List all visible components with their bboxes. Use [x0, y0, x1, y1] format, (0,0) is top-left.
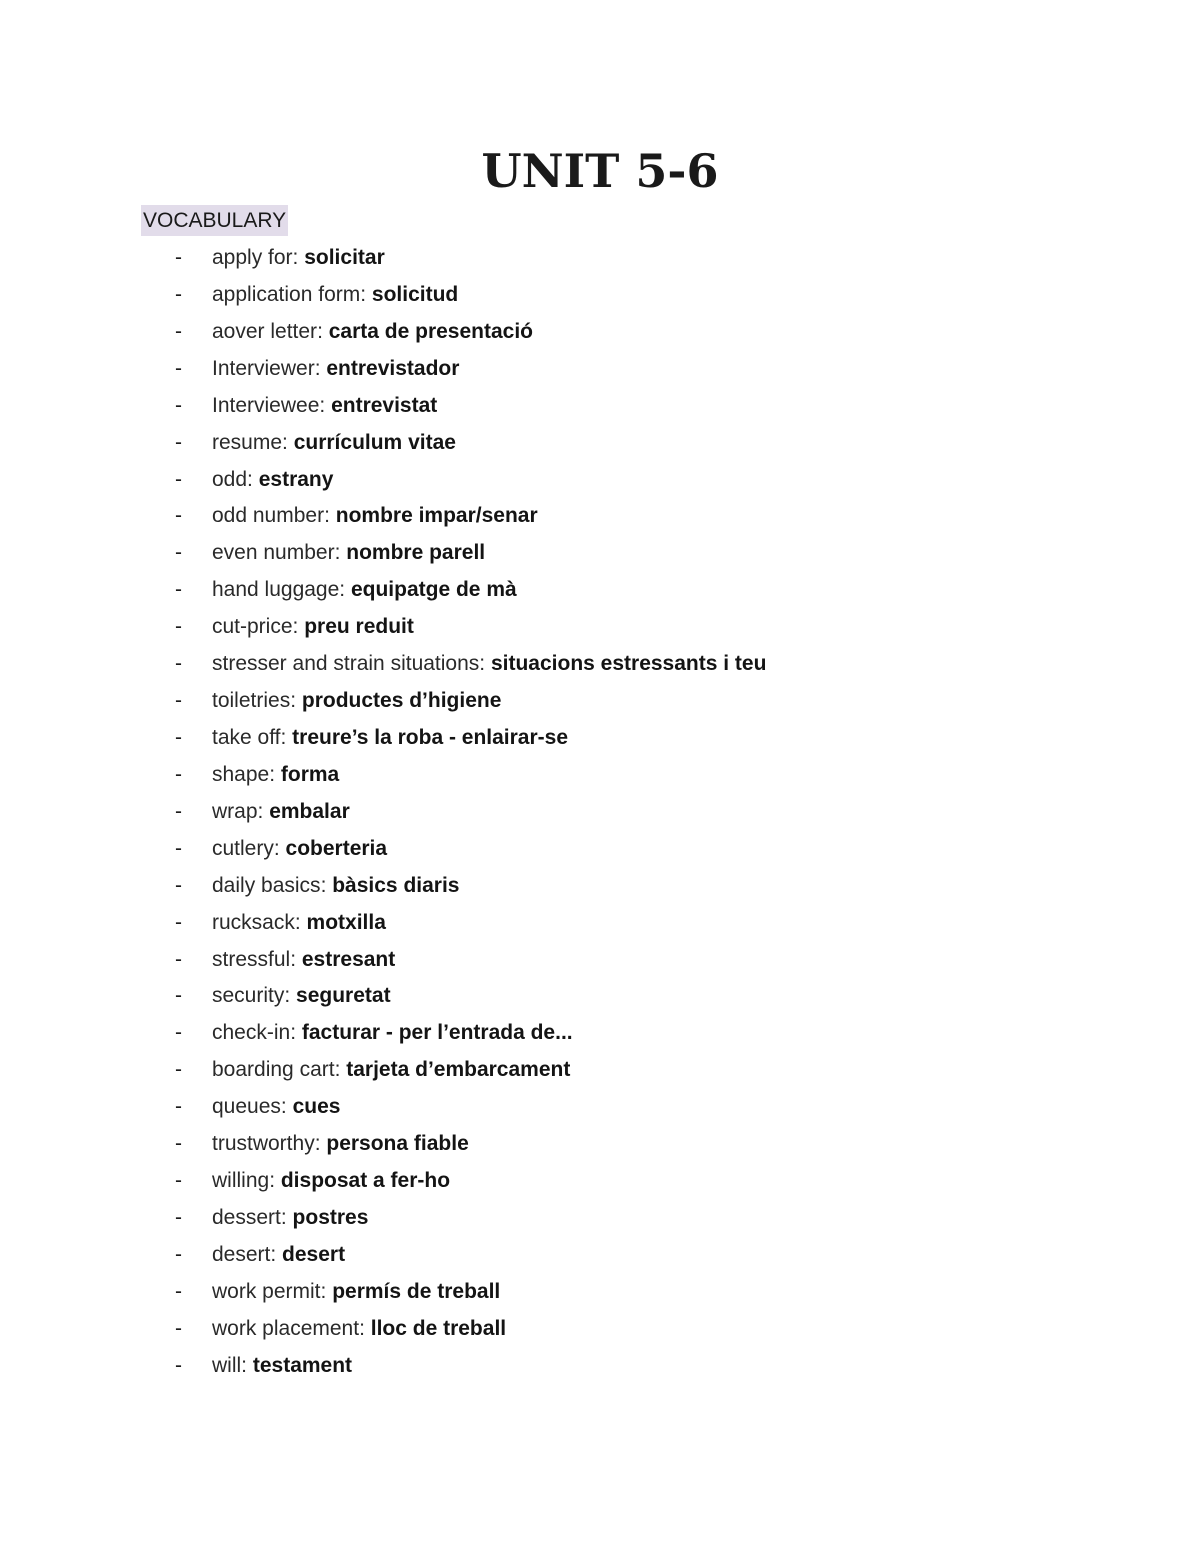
list-bullet: -	[175, 836, 182, 860]
list-bullet: -	[175, 467, 182, 491]
list-bullet: -	[175, 689, 182, 713]
list-bullet: -	[175, 1021, 182, 1045]
vocab-translation: permís de treball	[332, 1279, 501, 1303]
vocab-translation: cues	[292, 1095, 341, 1119]
vocab-term: odd	[212, 467, 248, 491]
vocab-term: security	[212, 984, 285, 1008]
vocab-separator: :	[292, 615, 305, 639]
vocab-translation: entrevistador	[326, 356, 460, 380]
list-bullet: -	[175, 1242, 182, 1266]
vocab-term: cut-price	[212, 615, 293, 639]
vocab-separator: :	[247, 467, 259, 491]
vocab-translation: lloc de treball	[370, 1316, 507, 1340]
vocab-term: queues	[212, 1095, 281, 1119]
section-heading-vocabulary: VOCABULARY	[141, 205, 288, 236]
vocab-term: work permit	[212, 1279, 321, 1303]
vocab-entry	[212, 1311, 506, 1347]
list-bullet: -	[175, 356, 182, 380]
vocab-entry	[212, 868, 459, 904]
vocab-term: work placement	[212, 1316, 360, 1340]
vocab-term: boarding cart	[212, 1058, 335, 1082]
vocab-entry	[212, 1015, 573, 1051]
vocab-translation: productes d’higiene	[301, 689, 502, 713]
vocab-translation: forma	[280, 762, 340, 786]
vocab-entry	[212, 1052, 570, 1088]
vocab-separator: :	[317, 319, 329, 343]
vocab-entry	[212, 498, 538, 534]
vocab-term: toiletries	[212, 689, 291, 713]
vocab-entry	[212, 720, 568, 756]
vocab-entry	[212, 831, 387, 867]
list-bullet: -	[175, 1316, 182, 1340]
vocab-entry	[212, 1126, 469, 1162]
vocab-separator: :	[257, 799, 270, 823]
list-bullet: -	[175, 1353, 182, 1377]
vocab-separator: :	[270, 1242, 283, 1266]
vocab-term: odd number	[212, 504, 325, 528]
vocab-translation: embalar	[269, 799, 350, 823]
vocab-translation: treure’s la roba - enlairar-se	[292, 725, 569, 749]
vocab-entry	[212, 1274, 500, 1310]
vocab-entry	[212, 757, 339, 793]
vocab-term: Interviewee	[212, 393, 320, 417]
vocab-term: daily basics	[212, 873, 321, 897]
vocab-separator: :	[294, 910, 307, 934]
vocab-separator: :	[314, 1132, 327, 1156]
vocab-translation: solicitar	[304, 246, 385, 269]
list-bullet: -	[175, 1058, 182, 1082]
vocab-separator: :	[280, 1205, 293, 1229]
vocab-entry	[212, 314, 533, 350]
vocab-separator: :	[359, 1316, 371, 1340]
vocab-term: willing	[212, 1169, 270, 1193]
vocab-translation: postres	[292, 1205, 369, 1229]
vocab-separator: :	[324, 504, 336, 528]
vocab-entry	[212, 609, 414, 645]
list-bullet: -	[175, 393, 182, 417]
vocab-separator: :	[284, 984, 297, 1008]
vocab-entry	[212, 462, 333, 498]
vocab-separator: :	[269, 1169, 281, 1193]
vocab-entry	[212, 1089, 340, 1125]
vocab-separator: :	[273, 836, 286, 860]
vocab-translation: motxilla	[306, 910, 386, 934]
vocab-translation: nombre impar/senar	[335, 504, 538, 528]
vocab-entry	[212, 978, 391, 1014]
vocab-entry	[212, 683, 501, 719]
vocab-separator: :	[320, 1279, 333, 1303]
vocab-translation: entrevistat	[331, 393, 438, 417]
vocab-translation: solicitud	[371, 282, 459, 306]
vocab-separator: :	[360, 282, 372, 306]
list-bullet: -	[175, 947, 182, 971]
list-bullet: -	[175, 578, 182, 602]
vocab-separator: :	[269, 762, 281, 786]
vocab-term: check-in	[212, 1021, 291, 1045]
vocab-entry	[212, 388, 437, 424]
vocab-entry	[212, 1348, 352, 1384]
page-title: UNIT 5-6	[481, 144, 719, 198]
vocab-translation: seguretat	[296, 984, 391, 1008]
vocab-entry	[212, 646, 766, 682]
vocab-translation: estresant	[301, 947, 396, 971]
vocab-term: stressful	[212, 947, 291, 971]
vocab-separator: :	[334, 541, 347, 565]
vocab-translation: disposat a fer-ho	[280, 1169, 451, 1193]
vocab-translation: bàsics diaris	[332, 873, 460, 897]
vocab-translation: situacions estressants i teu	[490, 652, 767, 676]
vocab-entry	[212, 535, 485, 571]
vocab-separator: :	[290, 947, 302, 971]
list-bullet: -	[175, 873, 182, 897]
vocab-translation: preu reduit	[304, 615, 414, 639]
vocab-translation: currículum vitae	[293, 430, 456, 454]
vocab-term: even number	[212, 541, 335, 565]
vocab-translation: tarjeta d’embarcament	[346, 1058, 571, 1082]
list-bullet: -	[175, 430, 182, 454]
list-bullet: -	[175, 1095, 182, 1119]
vocab-term: application form	[212, 282, 361, 306]
vocab-term: will	[212, 1353, 242, 1377]
vocab-separator: :	[290, 689, 302, 713]
vocab-translation: equipatge de mà	[350, 578, 517, 602]
vocab-translation: testament	[252, 1353, 353, 1377]
vocab-term: resume	[212, 430, 283, 454]
vocab-separator: :	[320, 873, 333, 897]
vocab-entry	[212, 425, 456, 461]
vocab-translation: nombre parell	[346, 541, 486, 565]
vocab-term: shape	[212, 762, 270, 786]
vocab-translation: facturar - per l’entrada de...	[301, 1021, 573, 1045]
list-bullet: -	[175, 910, 182, 934]
vocab-entry	[212, 1163, 450, 1199]
vocab-separator: :	[314, 356, 327, 380]
vocab-term: take off	[212, 725, 281, 749]
vocab-term: apply for	[212, 246, 293, 269]
vocab-term: aover letter	[212, 319, 318, 343]
vocab-term: trustworthy	[212, 1132, 315, 1156]
vocab-entry	[212, 572, 517, 608]
list-bullet: -	[175, 652, 182, 676]
vocab-term: rucksack	[212, 910, 295, 934]
vocab-entry	[212, 1200, 368, 1236]
list-bullet: -	[175, 246, 182, 269]
list-bullet: -	[175, 725, 182, 749]
vocab-separator: :	[280, 1095, 293, 1119]
list-bullet: -	[175, 541, 182, 565]
vocab-entry	[212, 240, 385, 276]
vocab-translation: carta de presentació	[328, 319, 533, 343]
list-bullet: -	[175, 319, 182, 343]
vocab-entry	[212, 351, 459, 387]
vocab-translation: persona fiable	[326, 1132, 469, 1156]
vocab-separator: :	[282, 430, 294, 454]
list-bullet: -	[175, 799, 182, 823]
vocab-term: wrap	[212, 799, 258, 823]
vocab-separator: :	[241, 1353, 253, 1377]
vocab-separator: :	[292, 246, 305, 269]
vocab-term: Interviewer	[212, 356, 315, 380]
list-bullet: -	[175, 1132, 182, 1156]
vocab-separator: :	[339, 578, 351, 602]
vocab-translation: coberteria	[285, 836, 388, 860]
vocab-entry	[212, 277, 458, 313]
list-bullet: -	[175, 1279, 182, 1303]
vocab-term: stresser and strain situations	[212, 652, 480, 676]
vocab-term: desert	[212, 1242, 271, 1266]
vocab-entry	[212, 942, 395, 978]
vocab-entry	[212, 794, 350, 830]
vocab-translation: estrany	[258, 467, 334, 491]
vocab-separator: :	[280, 725, 293, 749]
list-bullet: -	[175, 1169, 182, 1193]
vocab-translation: desert	[282, 1242, 346, 1266]
vocab-separator: :	[319, 393, 332, 417]
list-bullet: -	[175, 282, 182, 306]
list-bullet: -	[175, 504, 182, 528]
vocab-term: hand luggage	[212, 578, 340, 602]
vocab-term: dessert	[212, 1205, 281, 1229]
list-bullet: -	[175, 615, 182, 639]
vocab-separator: :	[290, 1021, 302, 1045]
vocab-separator: :	[334, 1058, 347, 1082]
list-bullet: -	[175, 984, 182, 1008]
vocab-entry	[212, 1237, 345, 1273]
vocab-entry	[212, 905, 386, 941]
list-bullet: -	[175, 762, 182, 786]
vocab-term: cutlery	[212, 836, 274, 860]
vocab-separator: :	[479, 652, 491, 676]
list-bullet: -	[175, 1205, 182, 1229]
